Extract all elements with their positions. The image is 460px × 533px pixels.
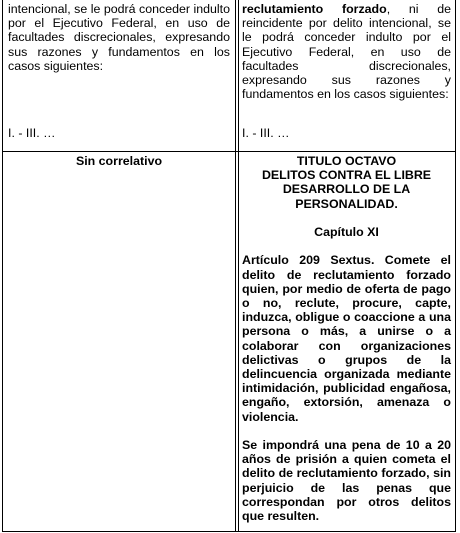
- penalty-text: Se impondrá una pena de 10 a 20 años de prisión a quien cometa el delito de reclutamiento forzado, sin perjuicio de las penas que correspondan por otros delitos que resulten.: [242, 438, 451, 524]
- proposal-paragraph: [242, 2, 451, 101]
- title-heading: TITULO OCTAVO: [296, 154, 397, 168]
- title-subheading: DELITOS CONTRA EL LIBRE DESARROLLO DE LA PERSONALIDAD.: [261, 168, 432, 211]
- proposal-paragraph-rest: , ni de reincidente por delito intencional, se le podrá conceder indulto por el Ejecutivo Federal, en uso de facultades discrecionales, expresando sus razones y fundamentos en los casos siguientes:: [242, 2, 451, 102]
- proposal-fractions: I. - III. …: [242, 126, 290, 140]
- proposal-bold-term: reclutamiento forzado: [242, 2, 387, 16]
- chapter-heading: Capítulo XI: [314, 225, 379, 239]
- row-divider: [3, 151, 455, 152]
- cell-current-text-top: [8, 2, 230, 148]
- current-law-paragraph: intencional, se le podrá conceder indulto por el Ejecutivo Federal, en uso de facultades discrecionales, expresando sus razones y fundamentos en los casos siguientes:: [8, 2, 230, 73]
- comparison-table: [2, 0, 456, 532]
- current-law-fractions: I. - III. …: [8, 126, 56, 140]
- cell-proposal-text-top: [242, 2, 451, 148]
- cell-proposal-text-bottom: [242, 154, 451, 523]
- cell-current-text-bottom: [8, 154, 230, 168]
- article-text: Artículo 209 Sextus. Comete el delito de reclutamiento forzado quien, por medio de oferta de pago o no, reclute, procure, capte, induzca, obligue o coaccione a una persona o más, a unirse o a colaborar con organizaciones delictivas o grupos de la delincuencia organizada mediante intimidación, publicidad engañosa, engaño, extorsión, amenaza o violencia.: [242, 253, 451, 424]
- column-divider-double: [238, 0, 239, 531]
- no-correlative-label: Sin correlativo: [75, 154, 163, 168]
- column-divider: [235, 0, 236, 531]
